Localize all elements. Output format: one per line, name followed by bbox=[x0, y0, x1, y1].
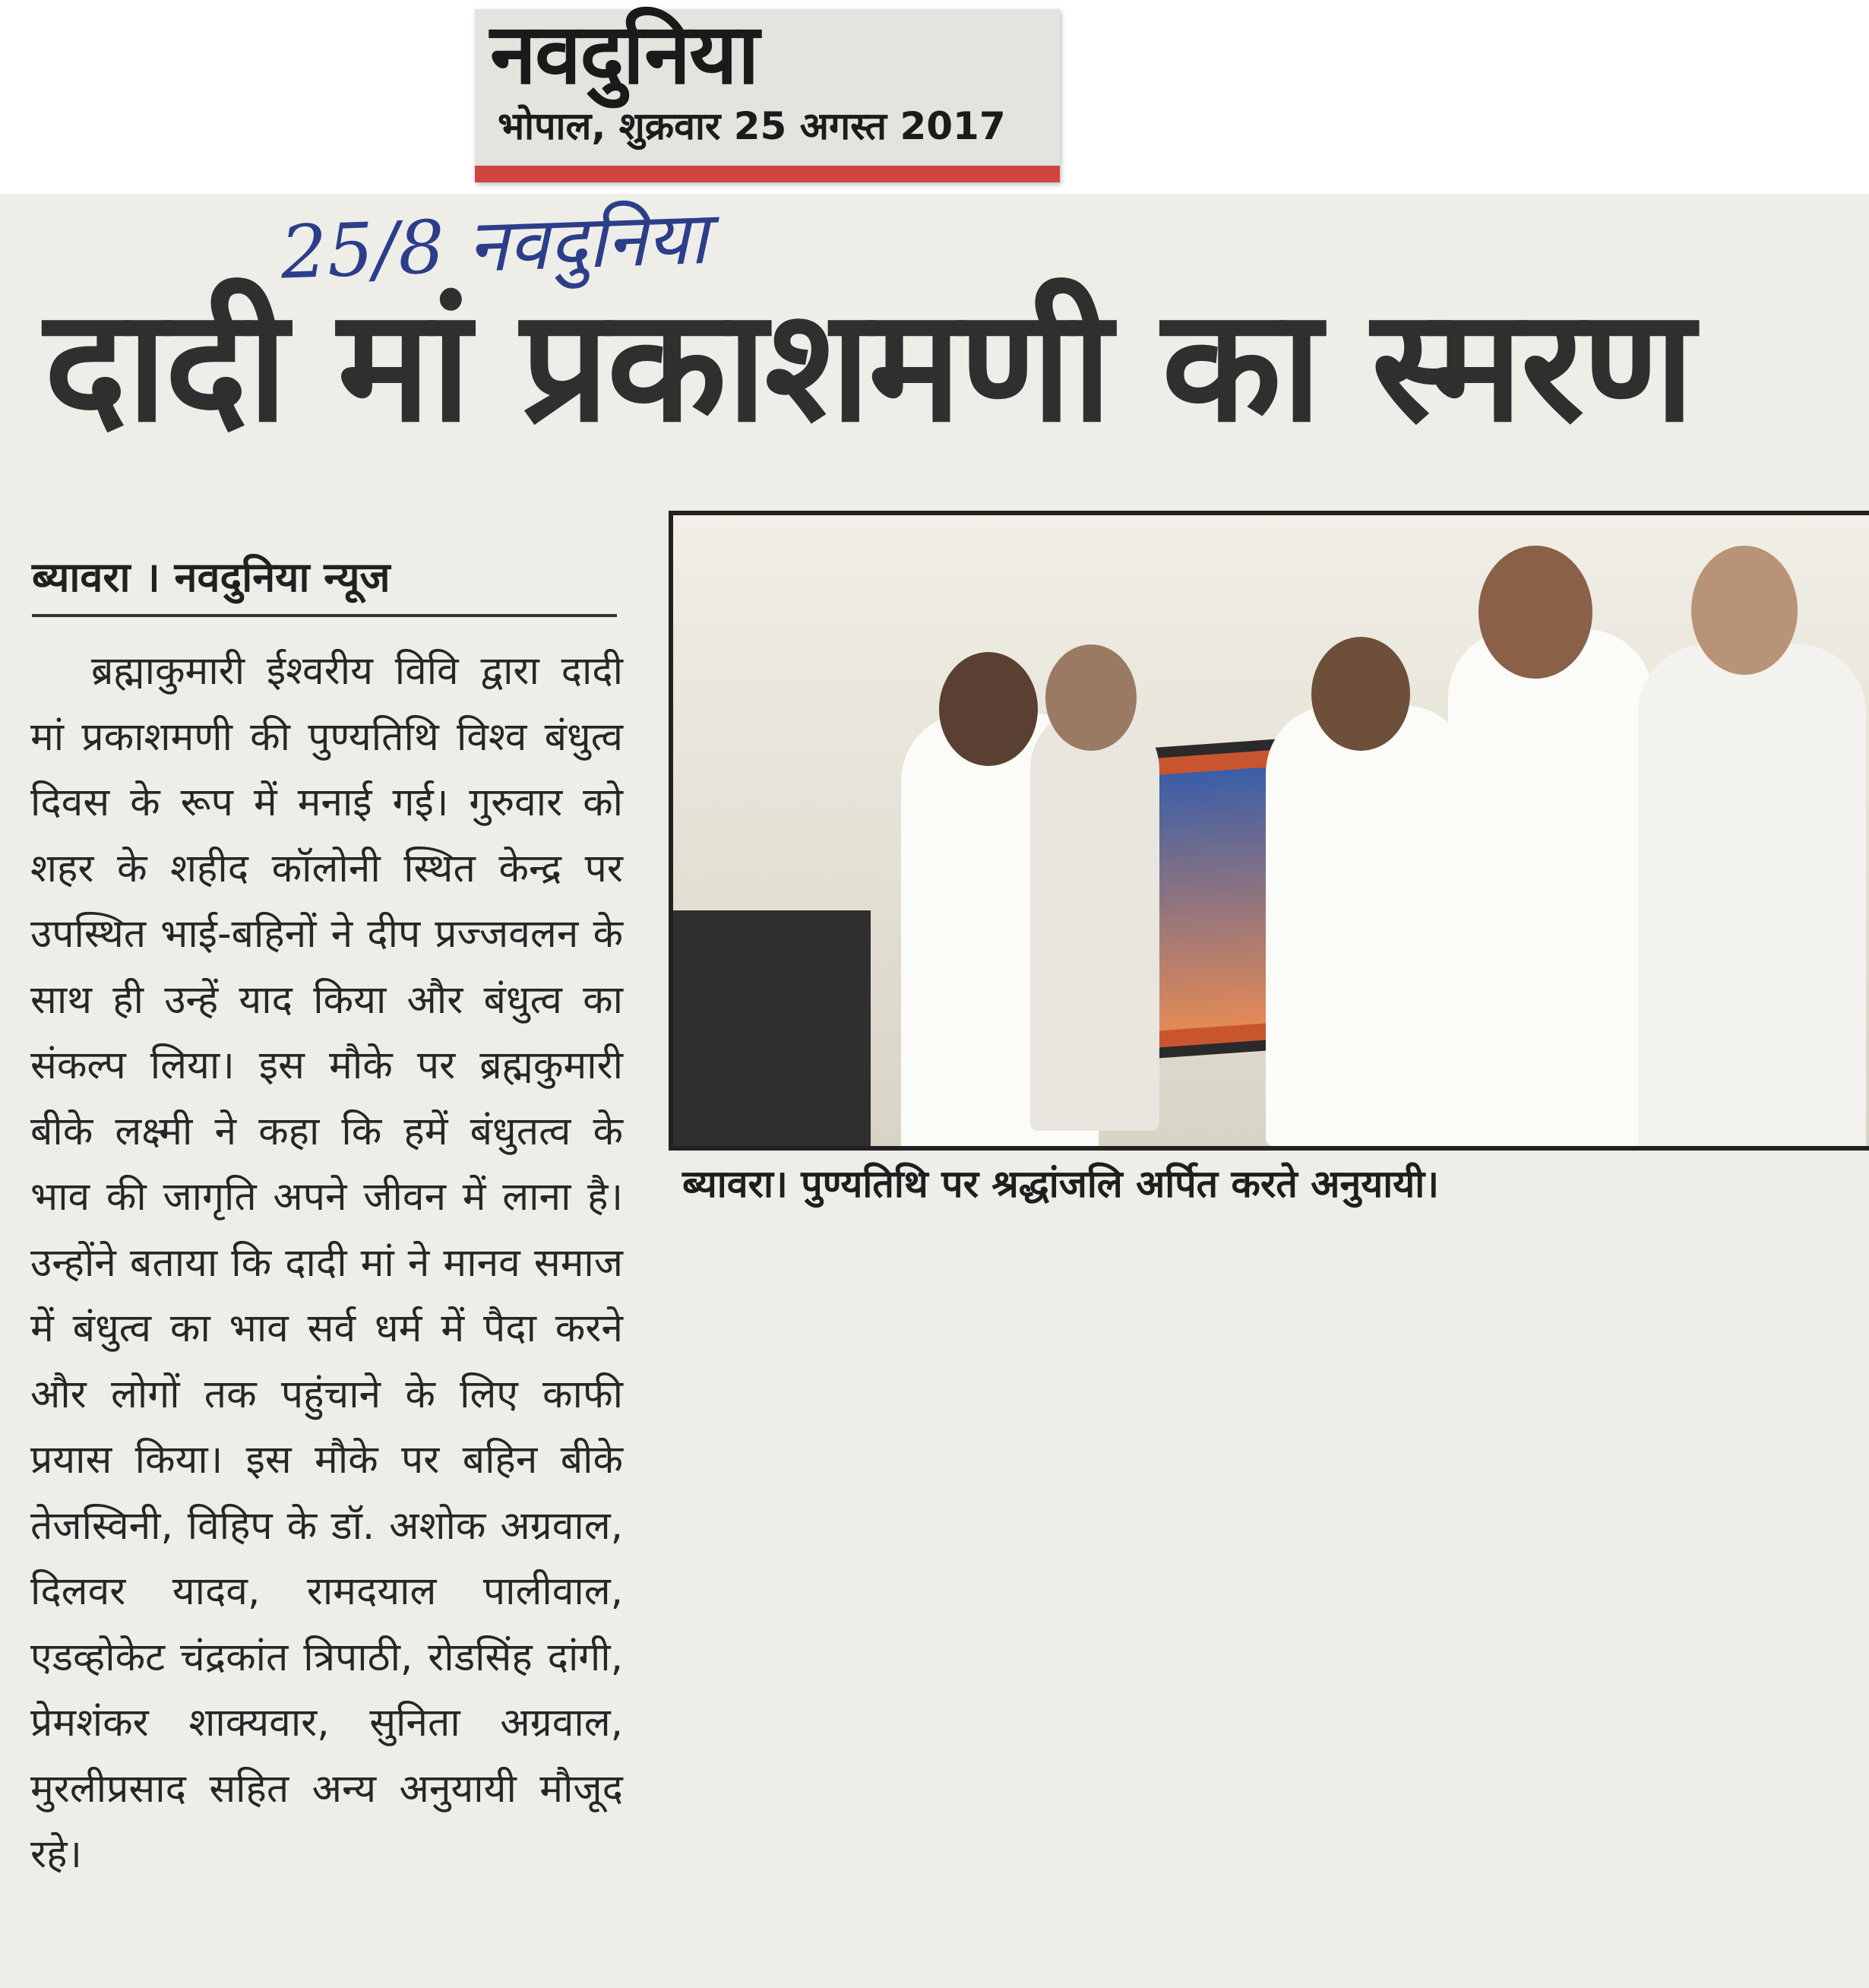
article-photo bbox=[669, 511, 1869, 1151]
photo-person-head bbox=[1478, 546, 1592, 679]
photo-person-head bbox=[1045, 644, 1137, 751]
photo-person bbox=[1030, 705, 1159, 1131]
photo-person bbox=[1638, 644, 1866, 1151]
photo-person-head bbox=[1691, 546, 1798, 675]
photo-person-head bbox=[1311, 637, 1410, 751]
photo-desk bbox=[673, 910, 871, 1151]
newspaper-masthead bbox=[475, 5, 1060, 182]
newspaper-logo: नवदुनिया bbox=[490, 5, 758, 103]
handwritten-note: 25/8 नवदुनिया bbox=[279, 195, 710, 296]
masthead-red-bar bbox=[475, 166, 1060, 182]
article-byline: ब्यावरा । नवदुनिया न्यूज bbox=[32, 553, 391, 601]
photo-person bbox=[1448, 629, 1653, 1151]
article-headline: दादी मां प्रकाशमणी का स्मरण bbox=[44, 276, 1693, 457]
photo-person-head bbox=[939, 652, 1038, 766]
photo-caption: ब्यावरा। पुण्यतिथि पर श्रद्धांजलि अर्पित करते अनुयायी। bbox=[682, 1162, 1440, 1206]
article-body: ब्रह्माकुमारी ईश्वरीय विवि द्वारा दादी मां प्रकाशमणी की पुण्यतिथि विश्व बंधुत्व दिवस के रूप में मनाई गई। गुरुवार को शहर के शहीद कॉलोनी स्थित केन्द्र पर उपस्थित भाई-बहिनों ने दीप प्रज्जवलन के साथ ही उन्हें याद किया और बंधुत्व का संकल्प लिया। इस मौके पर ब्रह्मकुमारी बीके लक्ष्मी ने कहा कि हमें बंधुतत्व के भाव की जागृति अपने जीवन में लाना है। उन्होंने बताया कि दादी मां ने मानव समाज में बंधुत्व का भाव सर्व धर्म में पैदा करने और लोगों तक पहुंचाने के लिए काफी प्रयास किया। इस मौके पर बहिन बीके तेजस्विनी, विहिप के डॉ. अशोक अग्रवाल, दिलवर यादव, रामदयाल पालीवाल, एडव्होकेट चंद्रकांत त्रिपाठी, रोडसिंह दांगी, प्रेमशंकर शाक्यवार, सुनिता अग्रवाल, मुरलीप्रसाद सहित अन्य अनुयायी मौजूद रहे। bbox=[30, 648, 623, 1877]
photo-person bbox=[1266, 705, 1471, 1146]
byline-rule bbox=[32, 614, 617, 617]
dateline: भोपाल, शुक्रवार 25 अगस्त 2017 bbox=[498, 104, 1006, 148]
